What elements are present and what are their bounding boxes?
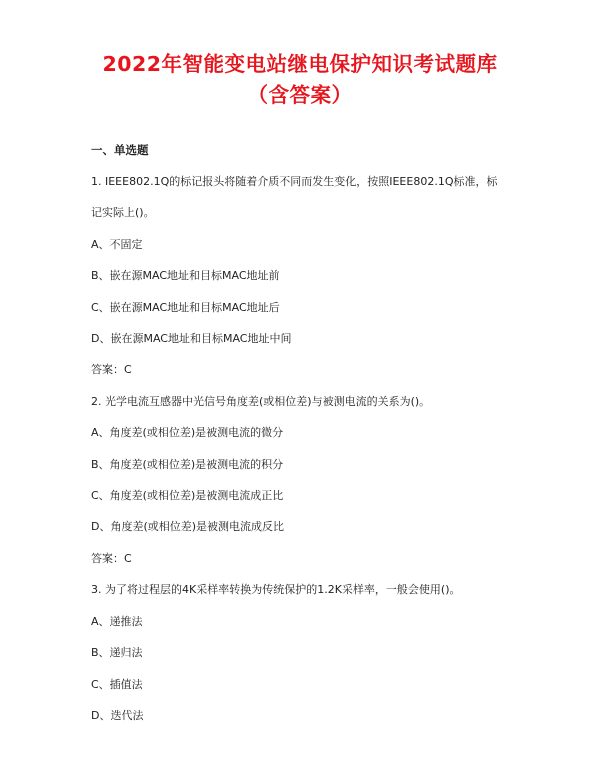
question-3-stem: 3. 为了将过程层的4K采样率转换为传统保护的1.2K采样率，一般会使用()。 xyxy=(91,583,461,596)
question-1-stem: 1. IEEE802.1Q的标记报头将随着介质不同而发生变化，按照IEEE802.1Q标准，标 xyxy=(91,175,498,188)
document-title: 2022年智能变电站继电保护知识考试题库 xyxy=(102,52,498,76)
question-1-option-d: D、嵌在源MAC地址和目标MAC地址中间 xyxy=(91,332,292,345)
question-3-option-b: B、递归法 xyxy=(91,646,143,659)
question-1-stem-cont: 记实际上()。 xyxy=(91,206,155,219)
question-2-option-b: B、角度差(或相位差)是被测电流的积分 xyxy=(91,458,284,471)
question-2-answer: 答案：C xyxy=(91,552,132,565)
question-1-option-c: C、嵌在源MAC地址和目标MAC地址后 xyxy=(91,301,280,314)
question-3-option-a: A、递推法 xyxy=(91,615,143,628)
question-2-option-d: D、角度差(或相位差)是被测电流成反比 xyxy=(91,520,285,533)
question-1-option-b: B、嵌在源MAC地址和目标MAC地址前 xyxy=(91,269,280,282)
question-2-option-c: C、角度差(或相位差)是被测电流成正比 xyxy=(91,489,284,502)
section-heading: 一、单选题 xyxy=(91,143,149,157)
question-2-stem: 2. 光学电流互感器中光信号角度差(或相位差)与被测电流的关系为()。 xyxy=(91,395,431,408)
question-2-option-a: A、角度差(或相位差)是被测电流的微分 xyxy=(91,426,284,439)
question-1-option-a: A、不固定 xyxy=(91,238,143,251)
document-subtitle: （含答案） xyxy=(247,83,353,107)
question-1-answer: 答案：C xyxy=(91,363,132,376)
question-3-option-c: C、插值法 xyxy=(91,678,143,691)
question-3-option-d: D、迭代法 xyxy=(91,709,144,722)
